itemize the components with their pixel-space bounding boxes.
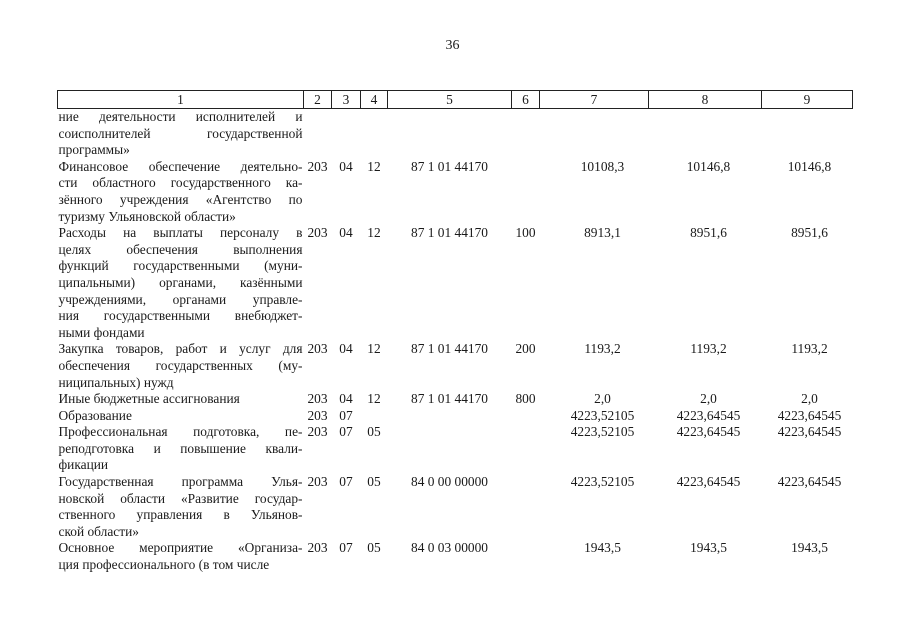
cell-c6: [512, 109, 540, 159]
cell-c5: 87 1 01 44170: [411, 341, 488, 357]
cell-c2: 203: [307, 474, 328, 490]
header-cell: 2: [304, 91, 332, 109]
cell-c4: 05: [367, 474, 381, 490]
header-cell: 4: [361, 91, 388, 109]
cell-c8: 1943,5: [690, 540, 727, 556]
cell-c3: 04: [339, 225, 353, 241]
cell-c6: [512, 408, 540, 425]
row-description: [58, 341, 304, 391]
description-line: сти областного государственного ка-: [58, 175, 303, 191]
description-line: Расходы на выплаты персоналу в: [58, 225, 303, 241]
table-row: [58, 391, 853, 408]
cell-c6: 800: [515, 391, 536, 407]
description-line: фикации: [58, 457, 109, 473]
header-cell: 9: [762, 91, 853, 109]
cell-c2: 203: [307, 407, 328, 423]
description-line: Закупка товаров, работ и услуг для: [58, 341, 303, 357]
row-description: [58, 391, 304, 408]
description-line: ными фондами: [58, 324, 145, 340]
cell-c6: [512, 474, 540, 540]
table-row: [58, 225, 853, 341]
header-cell: 5: [388, 91, 512, 109]
cell-c9: 1193,2: [791, 341, 828, 357]
cell-c9: 2,0: [801, 391, 818, 407]
row-description: [58, 540, 304, 573]
cell-c7: 1943,5: [584, 540, 621, 556]
cell-c2: 203: [307, 540, 328, 556]
cell-c9: 1943,5: [791, 540, 828, 556]
cell-c2: 203: [307, 391, 328, 407]
cell-c8: 4223,64545: [676, 474, 741, 490]
description-line: функций государственными (муни-: [58, 258, 303, 274]
description-line: программы»: [58, 142, 130, 158]
description-line: соисполнителей государственной: [58, 125, 303, 141]
description-line: Образование: [58, 407, 132, 423]
cell-c9: 4223,64545: [777, 474, 842, 490]
row-description: [58, 225, 304, 341]
description-line: Иные бюджетные ассигнования: [58, 391, 240, 407]
cell-c6: [512, 540, 540, 573]
cell-c2: 203: [307, 225, 328, 241]
cell-c5: 87 1 01 44170: [411, 158, 488, 174]
page-number: 36: [445, 38, 460, 53]
description-line: туризму Ульяновской области»: [58, 208, 236, 224]
cell-c8: 8951,6: [690, 225, 727, 241]
cell-c3: 07: [339, 424, 353, 440]
cell-c7: 4223,52105: [570, 474, 635, 490]
cell-c9: [762, 109, 853, 159]
header-cell: 3: [332, 91, 361, 109]
row-description: [58, 424, 304, 474]
cell-c8: [649, 109, 762, 159]
table-row: [58, 408, 853, 425]
row-description: [58, 474, 304, 540]
cell-c5: [388, 109, 512, 159]
cell-c5: [388, 424, 512, 474]
cell-c8: 4223,64545: [676, 407, 741, 423]
cell-c5: 87 1 01 44170: [411, 391, 488, 407]
description-line: Финансовое обеспечение деятельно-: [58, 158, 303, 174]
cell-c6: [512, 159, 540, 225]
cell-c4: [361, 109, 388, 159]
cell-c4: 12: [367, 158, 381, 174]
cell-c9: 4223,64545: [777, 407, 842, 423]
budget-table: [57, 90, 853, 574]
cell-c9: 4223,64545: [777, 424, 842, 440]
cell-c7: 4223,52105: [570, 424, 635, 440]
description-line: ственного управления в Ульянов-: [58, 507, 303, 523]
cell-c5: 84 0 00 00000: [411, 474, 488, 490]
cell-c6: 100: [515, 225, 536, 241]
cell-c3: 07: [339, 407, 353, 423]
table-row: [58, 159, 853, 225]
cell-c3: 04: [339, 391, 353, 407]
cell-c7: 1193,2: [584, 341, 621, 357]
description-line: ципальными) органами, казёнными: [58, 274, 303, 290]
description-line: Профессиональная подготовка, пе-: [58, 424, 303, 440]
description-line: учреждениями, органами управле-: [58, 291, 303, 307]
description-line: зённого учреждения «Агентство по: [58, 191, 303, 207]
cell-c4: 12: [367, 391, 381, 407]
cell-c4: 05: [367, 424, 381, 440]
description-line: Основное мероприятие «Организа-: [58, 540, 303, 556]
cell-c2: [304, 109, 332, 159]
description-line: обеспечения государственных (му-: [58, 357, 303, 373]
cell-c8: 4223,64545: [676, 424, 741, 440]
cell-c5: [388, 408, 512, 425]
header-cell: 1: [58, 91, 304, 109]
description-line: реподготовка и повышение квали-: [58, 440, 303, 456]
description-line: ниципальных) нужд: [58, 374, 174, 390]
cell-c3: 07: [339, 540, 353, 556]
cell-c4: 12: [367, 225, 381, 241]
description-line: ние деятельности исполнителей и: [58, 109, 303, 124]
description-line: Государственная программа Улья-: [58, 474, 303, 490]
cell-c7: 4223,52105: [570, 407, 635, 423]
cell-c7: 10108,3: [580, 158, 625, 174]
cell-c7: 8913,1: [584, 225, 621, 241]
row-description: [58, 109, 304, 159]
cell-c4: [361, 408, 388, 425]
header-cell: 8: [649, 91, 762, 109]
cell-c5: 84 0 03 00000: [411, 540, 488, 556]
row-description: [58, 408, 304, 425]
table-row: [58, 109, 853, 159]
cell-c2: 203: [307, 158, 328, 174]
cell-c2: 203: [307, 341, 328, 357]
cell-c6: 200: [515, 341, 536, 357]
cell-c6: [512, 424, 540, 474]
cell-c7: 2,0: [594, 391, 611, 407]
table-header-row: [58, 91, 853, 109]
description-line: новской области «Развитие государ-: [58, 490, 303, 506]
cell-c3: 07: [339, 474, 353, 490]
cell-c3: [332, 109, 361, 159]
cell-c4: 12: [367, 341, 381, 357]
cell-c2: 203: [307, 424, 328, 440]
table-row: [58, 474, 853, 540]
description-line: ния государственными внебюджет-: [58, 308, 303, 324]
description-line: ской области»: [58, 523, 139, 539]
cell-c3: 04: [339, 341, 353, 357]
cell-c8: 1193,2: [690, 341, 727, 357]
row-description: [58, 159, 304, 225]
table-row: [58, 341, 853, 391]
cell-c8: 2,0: [700, 391, 717, 407]
header-cell: 6: [512, 91, 540, 109]
cell-c5: 87 1 01 44170: [411, 225, 488, 241]
header-cell: 7: [540, 91, 649, 109]
description-line: ция профессионального (в том числе: [58, 557, 270, 573]
table-row: [58, 424, 853, 474]
cell-c8: 10146,8: [686, 158, 731, 174]
cell-c4: 05: [367, 540, 381, 556]
cell-c7: [540, 109, 649, 159]
cell-c9: 8951,6: [791, 225, 828, 241]
table-row: [58, 540, 853, 573]
cell-c9: 10146,8: [787, 158, 832, 174]
cell-c3: 04: [339, 158, 353, 174]
description-line: целях обеспечения выполнения: [58, 241, 303, 257]
